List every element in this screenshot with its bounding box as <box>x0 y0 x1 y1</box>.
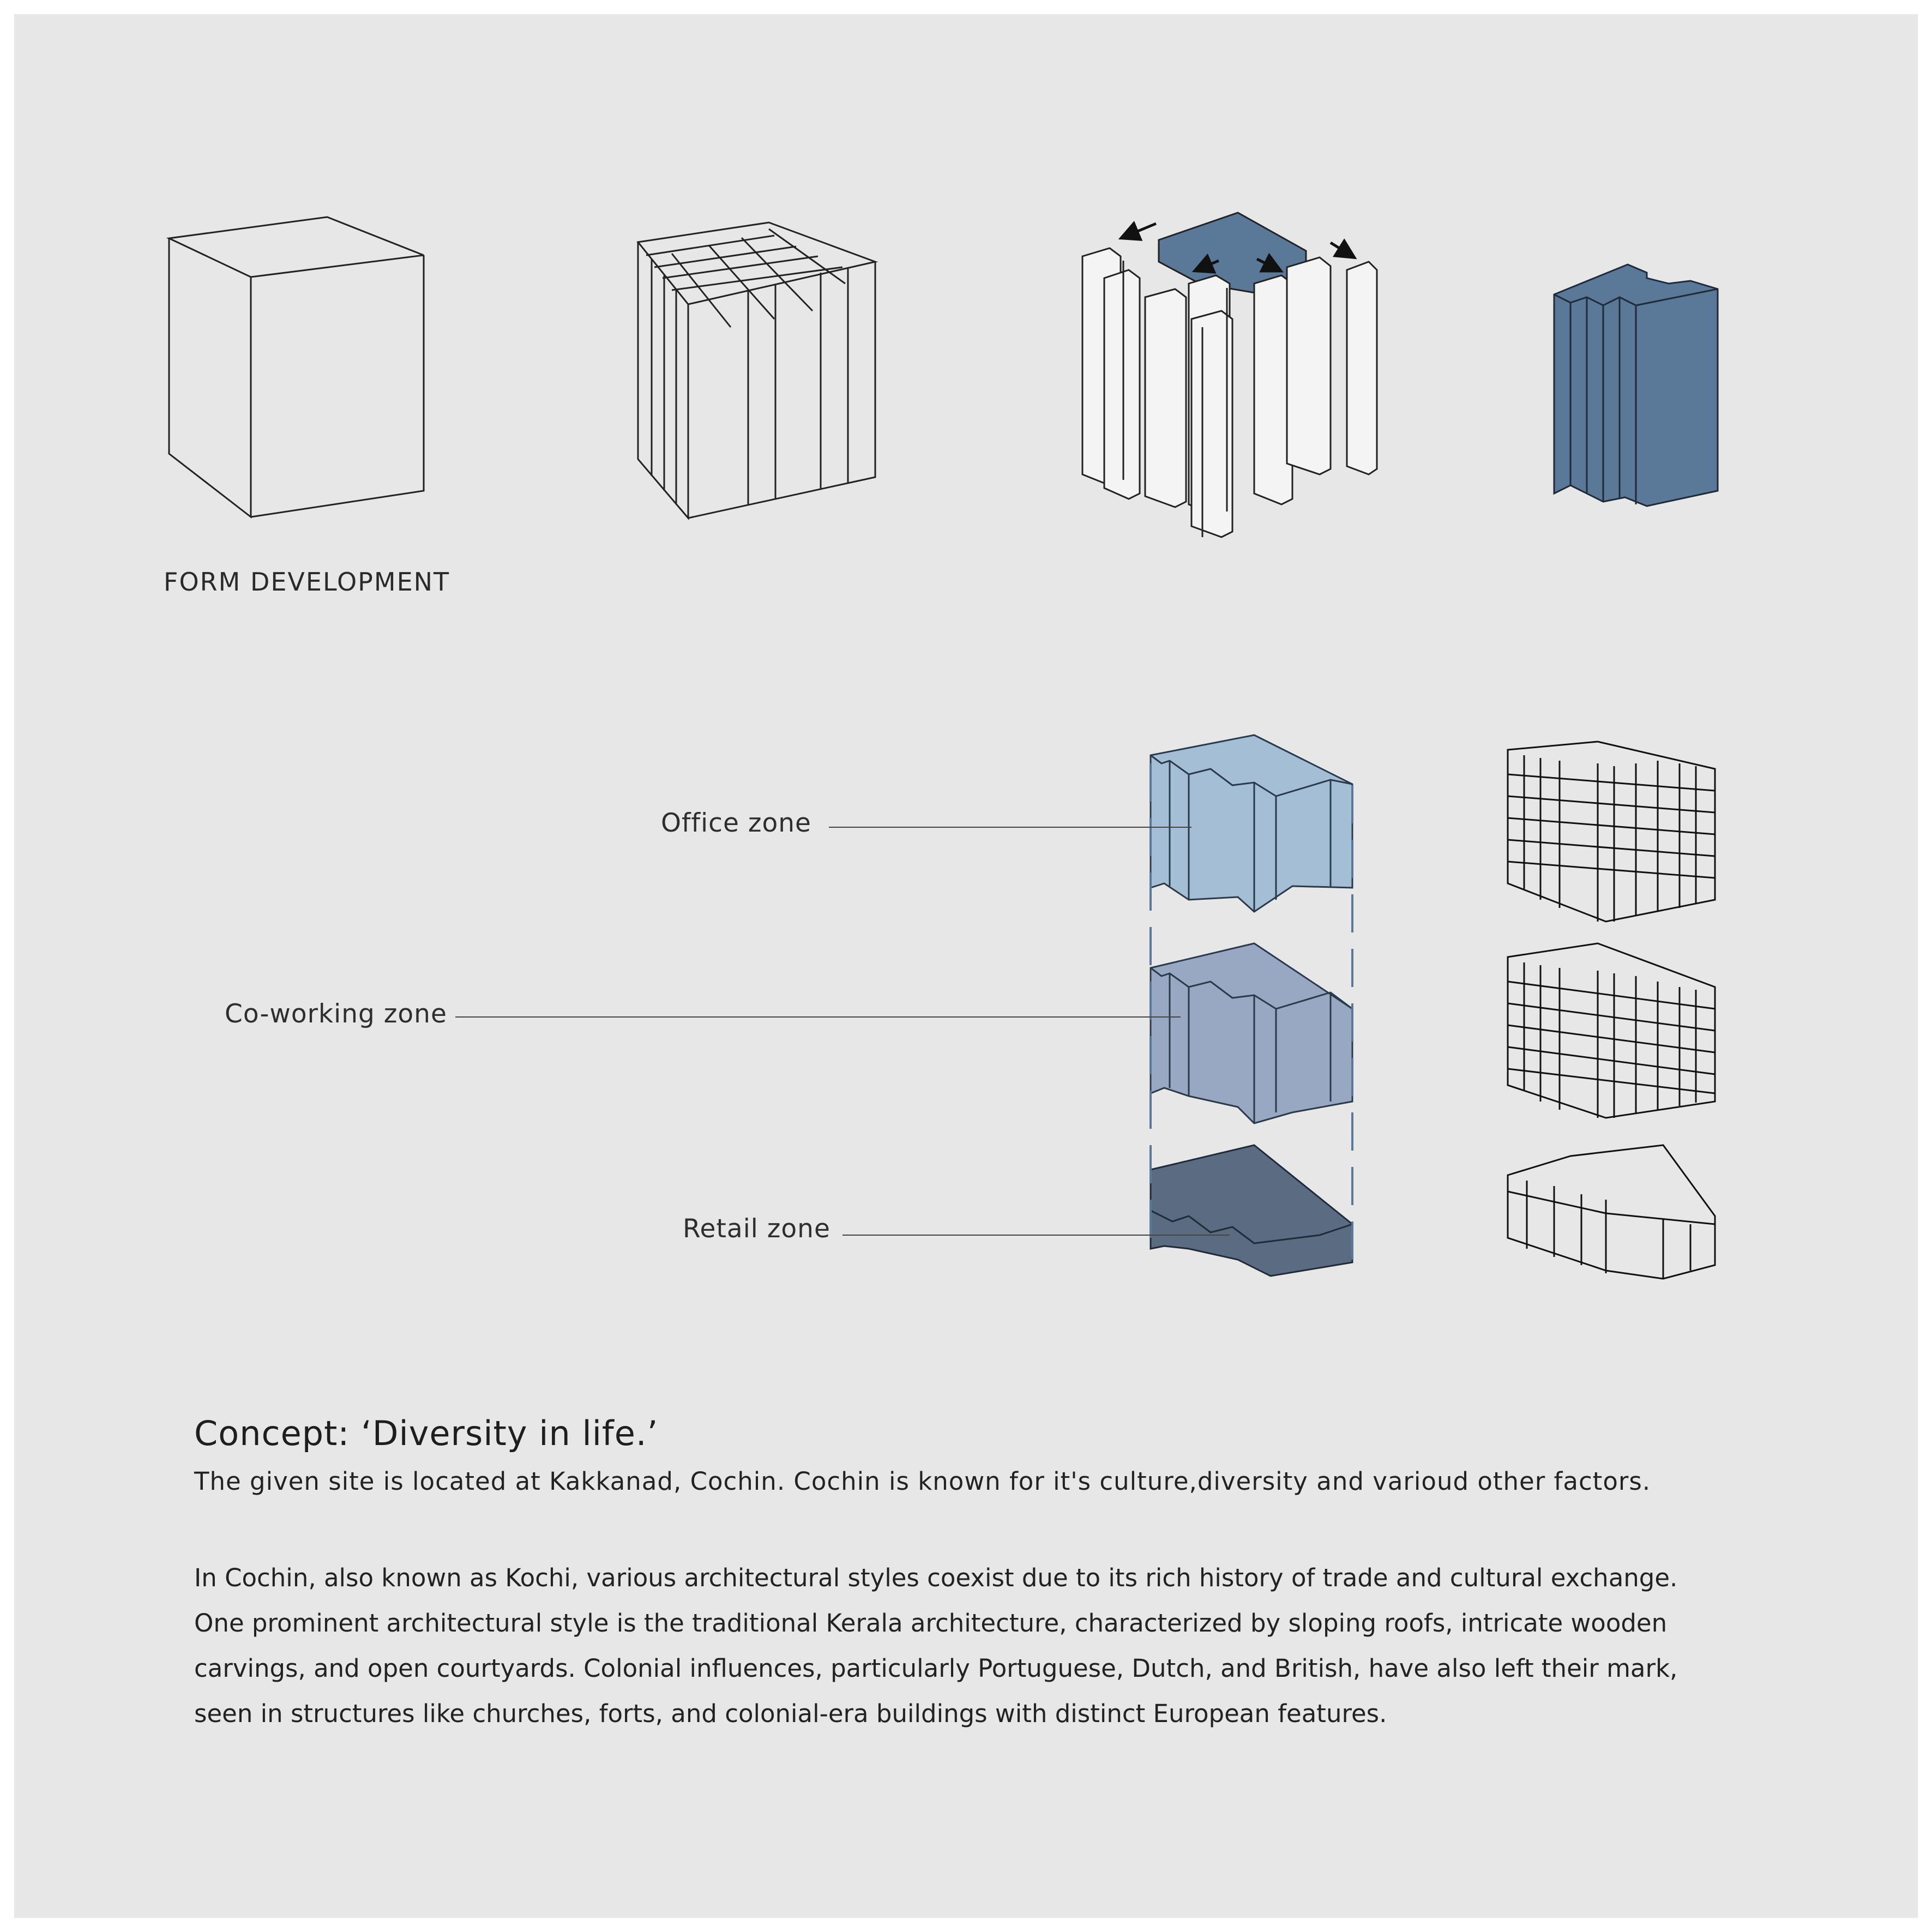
leader-lines <box>455 827 1230 1235</box>
office-zone-label: Office zone <box>661 808 811 838</box>
concept-title: Concept: ‘Diversity in life.’ <box>194 1413 659 1453</box>
concept-body: In Cochin, also known as Kochi, various architectural styles coexist due to its rich history of trade and cultural exchange. One prominent architectural style is the traditional Kerala architecture, characterized by sloping roofs, intricate wooden carvings, and open courtyards. Colonial influences, particularly Portuguese, Dutch, and British, have also left their mark, seen in structures like churches, forts, and colonial-era buildings with distinct European features. <box>194 1563 1678 1728</box>
concept-intro: The given site is located at Kakkanad, Cochin. Cochin is known for it's culture,diversity and varioud other factors. <box>194 1467 1651 1496</box>
coworking-structure-grid <box>1508 943 1715 1118</box>
coworking-zone-label: Co-working zone <box>225 999 447 1029</box>
stage-4-stepped-block <box>1554 264 1718 506</box>
form-development-title: FORM DEVELOPMENT <box>164 567 450 597</box>
retail-zone-block <box>1151 1145 1352 1276</box>
stage-3-shifted-bars <box>1082 213 1377 537</box>
office-structure-grid <box>1508 742 1715 922</box>
retail-zone-label: Retail zone <box>683 1214 830 1244</box>
office-zone-block <box>1151 735 1352 912</box>
retail-structure-grid <box>1508 1145 1715 1279</box>
coworking-zone-block <box>1151 943 1352 1123</box>
stage-1-cube <box>169 217 424 517</box>
stage-2-bar-cube <box>638 222 875 518</box>
